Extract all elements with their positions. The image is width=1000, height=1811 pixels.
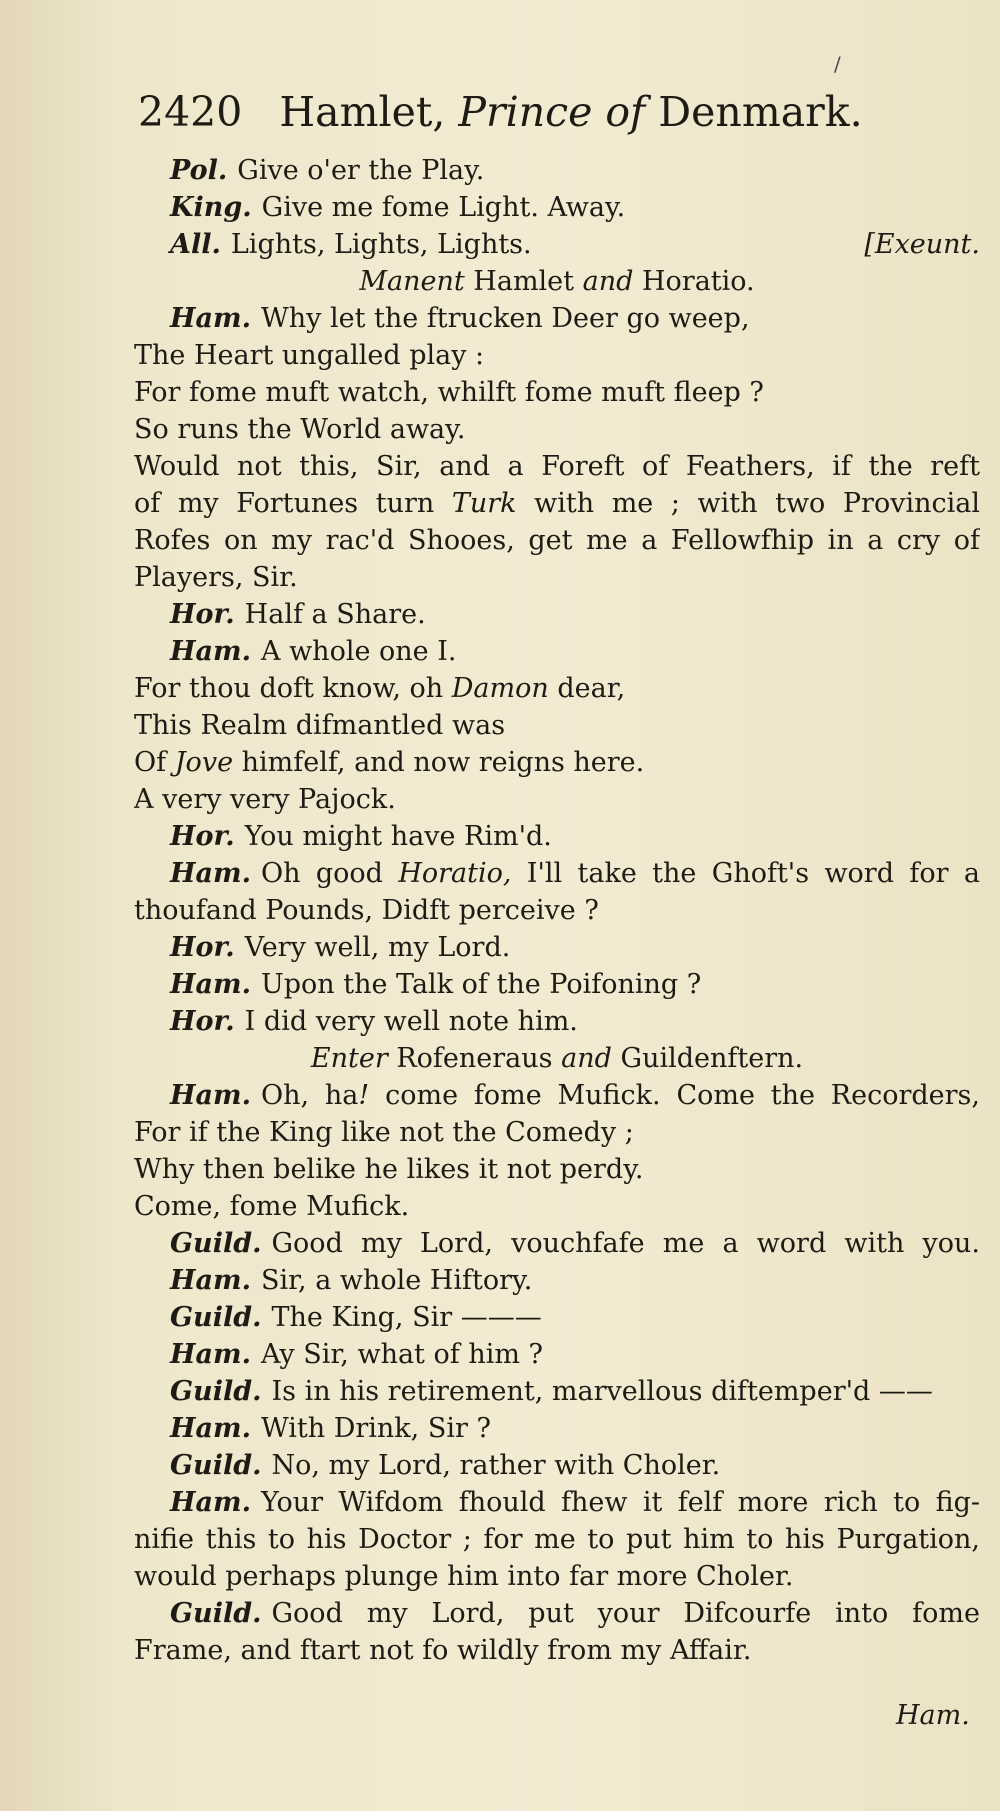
speaker: All.: [170, 229, 221, 260]
text-line: This Realm difmantled was: [134, 710, 506, 741]
speaker: Ham.: [170, 1413, 251, 1444]
speaker: Ham.: [170, 1487, 251, 1518]
title-hamlet: Hamlet,: [279, 88, 446, 136]
play-text: [134, 152, 980, 1669]
text-line: Ham. Oh, ha! come fome Mufick. Come the Recorders,: [170, 1080, 980, 1111]
speaker: Ham.: [170, 1339, 251, 1370]
text-line: Ham. A whole one I.: [170, 636, 457, 667]
text-line: So runs the World away.: [134, 414, 466, 445]
text-line: Rofes on my rac'd Shooes, get me a Fellowfhip in a cry of: [134, 525, 980, 556]
text-line: of my Fortunes turn Turk with me ; with two Provincial: [134, 488, 980, 519]
text-line: Ham. Your Wifdom fhould fhew it felf more rich to fig-: [170, 1487, 980, 1518]
text-line: Ham. Upon the Talk of the Poifoning ?: [170, 969, 702, 1000]
speaker: Ham.: [170, 1265, 251, 1296]
stage-direction-exeunt: [Exeunt.: [864, 229, 980, 260]
text-line: Ham. Why let the ftrucken Deer go weep,: [170, 303, 750, 334]
text-line: Guild. The King, Sir ———: [170, 1302, 542, 1333]
text-line: All. Lights, Lights, Lights. [Exeunt.: [134, 226, 980, 263]
text-line: Guild. Good my Lord, vouchfafe me a word with you.: [170, 1228, 980, 1259]
speaker: Ham.: [170, 636, 251, 667]
text-line: A very very Pajock.: [134, 784, 396, 815]
text-line: Ham. Oh good Horatio, I'll take the Ghoft's word for a: [170, 858, 980, 889]
speaker: Guild.: [170, 1450, 262, 1481]
text-line: Would not this, Sir, and a Foreft of Feathers, if the reft: [134, 451, 980, 482]
speaker: Hor.: [170, 1006, 235, 1037]
speaker: Hor.: [170, 932, 235, 963]
text-line: Hor. Very well, my Lord.: [170, 932, 511, 963]
text-line: For if the King like not the Comedy ;: [134, 1117, 634, 1148]
speaker: Ham.: [170, 1080, 251, 1111]
title-prince-of: Prince of: [458, 88, 646, 136]
text-line: The Heart ungalled play :: [134, 340, 485, 371]
text-line: Players, Sir.: [134, 562, 298, 593]
text-line: Hor. You might have Rim'd.: [170, 821, 552, 852]
speaker: King.: [170, 192, 252, 223]
text-line: would perhaps plunge him into far more Choler.: [134, 1561, 794, 1592]
text-line: For thou doft know, oh Damon dear,: [134, 673, 626, 704]
speaker: Guild.: [170, 1376, 262, 1407]
text-line: Pol. Give o'er the Play.: [170, 155, 485, 186]
text-line: Of Jove himfelf, and now reigns here.: [134, 747, 645, 778]
speaker: Ham.: [170, 303, 251, 334]
text-line: Guild. Good my Lord, put your Difcourfe into fome: [170, 1598, 980, 1629]
speaker: Pol.: [170, 155, 228, 186]
text-line: Hor. I did very well note him.: [170, 1006, 578, 1037]
text-line: thoufand Pounds, Didft perceive ?: [134, 895, 599, 926]
speaker: Guild.: [170, 1302, 262, 1333]
text-line: Guild. No, my Lord, rather with Choler.: [170, 1450, 721, 1481]
text-line: Ham. Ay Sir, what of him ?: [170, 1339, 544, 1370]
running-header: [138, 80, 978, 144]
page-number: 2420: [138, 88, 243, 136]
stage-direction: Manent Hamlet and Horatio.: [359, 266, 755, 297]
text-line: For fome muft watch, whilft fome muft fleep ?: [134, 377, 764, 408]
text-line: Why then belike he likes it not perdy.: [134, 1154, 644, 1185]
speaker: Hor.: [170, 599, 235, 630]
text-line: King. Give me fome Light. Away.: [170, 192, 626, 223]
text-line: Ham. With Drink, Sir ?: [170, 1413, 491, 1444]
text-line: nifie this to his Doctor ; for me to put him to his Purgation,: [134, 1524, 980, 1555]
text-line: Hor. Half a Share.: [170, 599, 426, 630]
text-line: Guild. Is in his retirement, marvellous diftemper'd ——: [170, 1376, 933, 1407]
speaker: Ham.: [170, 858, 251, 889]
text-line: Come, fome Mufick.: [134, 1191, 410, 1222]
margin-mark: /: [834, 52, 841, 76]
stage-direction: Enter Rofeneraus and Guildenftern.: [310, 1043, 804, 1074]
speaker: Ham.: [170, 969, 251, 1000]
title-denmark: Denmark.: [658, 88, 863, 136]
speaker: Hor.: [170, 821, 235, 852]
text-line: Frame, and ftart not fo wildly from my Affair.: [134, 1635, 752, 1666]
speaker: Guild.: [170, 1228, 262, 1259]
text-line: Ham. Sir, a whole Hiftory.: [170, 1265, 533, 1296]
speaker: Guild.: [170, 1598, 262, 1629]
catchword: Ham.: [896, 1700, 970, 1731]
